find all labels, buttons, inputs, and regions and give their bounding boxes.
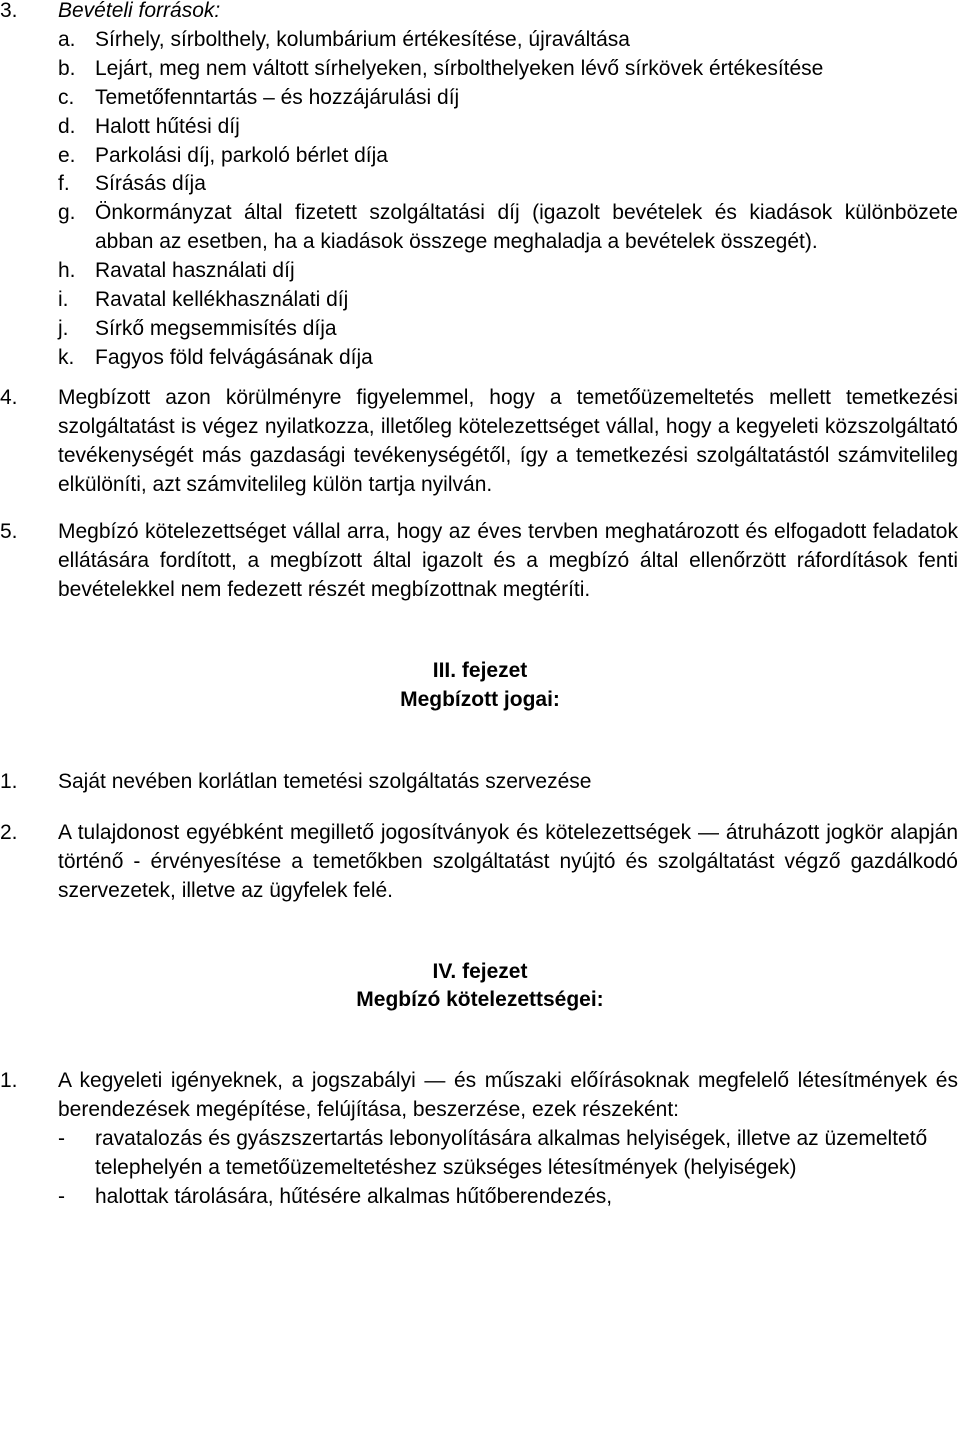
section-5 xyxy=(0,518,960,605)
chapter-title: IV. fejezet xyxy=(432,959,528,983)
numbered-item xyxy=(0,768,960,797)
section-number: 4. xyxy=(0,385,18,409)
list-item xyxy=(58,286,960,315)
list-item-text: Sírásás díja xyxy=(95,172,206,196)
item-number: 2. xyxy=(0,820,18,844)
section-title: Bevételi források: xyxy=(58,0,221,22)
list-item xyxy=(58,55,960,84)
list-item xyxy=(58,315,960,344)
section-number: 5. xyxy=(0,520,18,544)
list-item-text: Temetőfenntartás – és hozzájárulási díj xyxy=(95,85,460,109)
chapter-subtitle: Megbízó kötelezettségei: xyxy=(356,988,604,1012)
item-number: 1. xyxy=(0,769,18,793)
list-item xyxy=(58,257,960,286)
list-item xyxy=(58,199,960,257)
list-item-text: Parkolási díj, parkoló bérlet díja xyxy=(95,143,388,167)
revenue-sources-list xyxy=(0,26,960,373)
dash-marker: - xyxy=(58,1185,65,1208)
section-number: 3. xyxy=(0,0,18,22)
list-item-letter: h. xyxy=(58,259,76,283)
dash-item-text: ravatalozás és gyászszertartás lebonyolítására alkalmas helyiségek, illetve az üzemeltető telephelyén a temetőüzemeltetéshez szükséges létesítmények (helyiségek) xyxy=(95,1127,928,1180)
list-item-letter: i. xyxy=(58,288,69,312)
list-item-text: Fagyos föld felvágásának díja xyxy=(95,345,373,369)
list-item-text: Sírhely, sírbolthely, kolumbárium értékesítése, újraváltása xyxy=(95,27,630,51)
list-item xyxy=(58,344,960,373)
item-text: A kegyeleti igényeknek, a jogszabályi — és műszaki előírásoknak megfelelő létesítmények és berendezések megépítése, felújítása, beszerzése, ezek részeként: xyxy=(58,1069,958,1122)
section-paragraph: Megbízó kötelezettséget vállal arra, hogy az éves tervben meghatározott és elfogadott feladatok ellátására fordított, a megbízott által igazolt és a megbízó által ellenőrzött ráfordítások fenti bevételekkel nem fedezett részét megbízottnak megtéríti. xyxy=(58,520,958,602)
list-item-letter: d. xyxy=(58,114,76,138)
item-number: 1. xyxy=(0,1069,18,1093)
list-item-text: Sírkő megsemmisítés díja xyxy=(95,316,337,340)
list-item-letter: j. xyxy=(58,316,69,340)
list-item-letter: e. xyxy=(58,143,76,167)
numbered-item xyxy=(0,1067,960,1125)
list-item xyxy=(58,113,960,142)
list-item-letter: k. xyxy=(58,345,75,369)
dash-marker: - xyxy=(58,1127,65,1151)
list-item-letter: a. xyxy=(58,27,76,51)
item-text: Saját nevében korlátlan temetési szolgáltatás szervezése xyxy=(58,769,592,793)
list-item-text: Ravatal kellékhasználati díj xyxy=(95,288,349,312)
item-text: A tulajdonost egyébként megillető jogosítványok és kötelezettségek — átruházott jogkör alapján történő - érvényesítése a temetőkben szolgáltatást nyújtó és szolgáltatást végző gazdálkodó szervezetek, illetve az ügyfelek felé. xyxy=(58,820,958,902)
list-item xyxy=(58,84,960,113)
list-item-text: Lejárt, meg nem váltott sírhelyeken, sírbolthelyeken lévő sírkövek értékesítése xyxy=(95,56,824,80)
section-4 xyxy=(0,384,960,500)
list-item xyxy=(58,170,960,199)
numbered-item xyxy=(0,819,960,906)
dash-list-item xyxy=(58,1125,960,1183)
section-paragraph: Megbízott azon körülményre figyelemmel, hogy a temetőüzemeltetés mellett temetkezési szolgáltatást is végez nyilatkozza, illetőleg kötelezettséget vállal, hogy a kegyeleti közszolgáltató tevékenységét más gazdasági tevékenységétől, így a temetkezési szolgáltatástól számvitelileg elkülöníti, azt számvitelileg külön tartja nyilván. xyxy=(58,385,958,496)
dash-item-text: halottak tárolására, hűtésére alkalmas hűtőberendezés, xyxy=(95,1185,613,1208)
list-item xyxy=(58,142,960,171)
list-item-letter: b. xyxy=(58,56,76,80)
chapter-subtitle: Megbízott jogai: xyxy=(400,688,560,712)
list-item-text: Önkormányzat által fizetett szolgáltatási díj (igazolt bevételek és kiadások különbözete abban az esetben, ha a kiadások összege meghaladja a bevételek összegét). xyxy=(95,201,958,254)
dash-list-item xyxy=(58,1183,960,1212)
list-item xyxy=(58,26,960,55)
list-item-text: Halott hűtési díj xyxy=(95,114,240,138)
section-3-heading xyxy=(0,0,960,26)
list-item-letter: f. xyxy=(58,172,70,196)
chapter-title: III. fejezet xyxy=(432,659,528,683)
list-item-text: Ravatal használati díj xyxy=(95,259,295,283)
list-item-letter: g. xyxy=(58,201,76,225)
list-item-letter: c. xyxy=(58,85,75,109)
